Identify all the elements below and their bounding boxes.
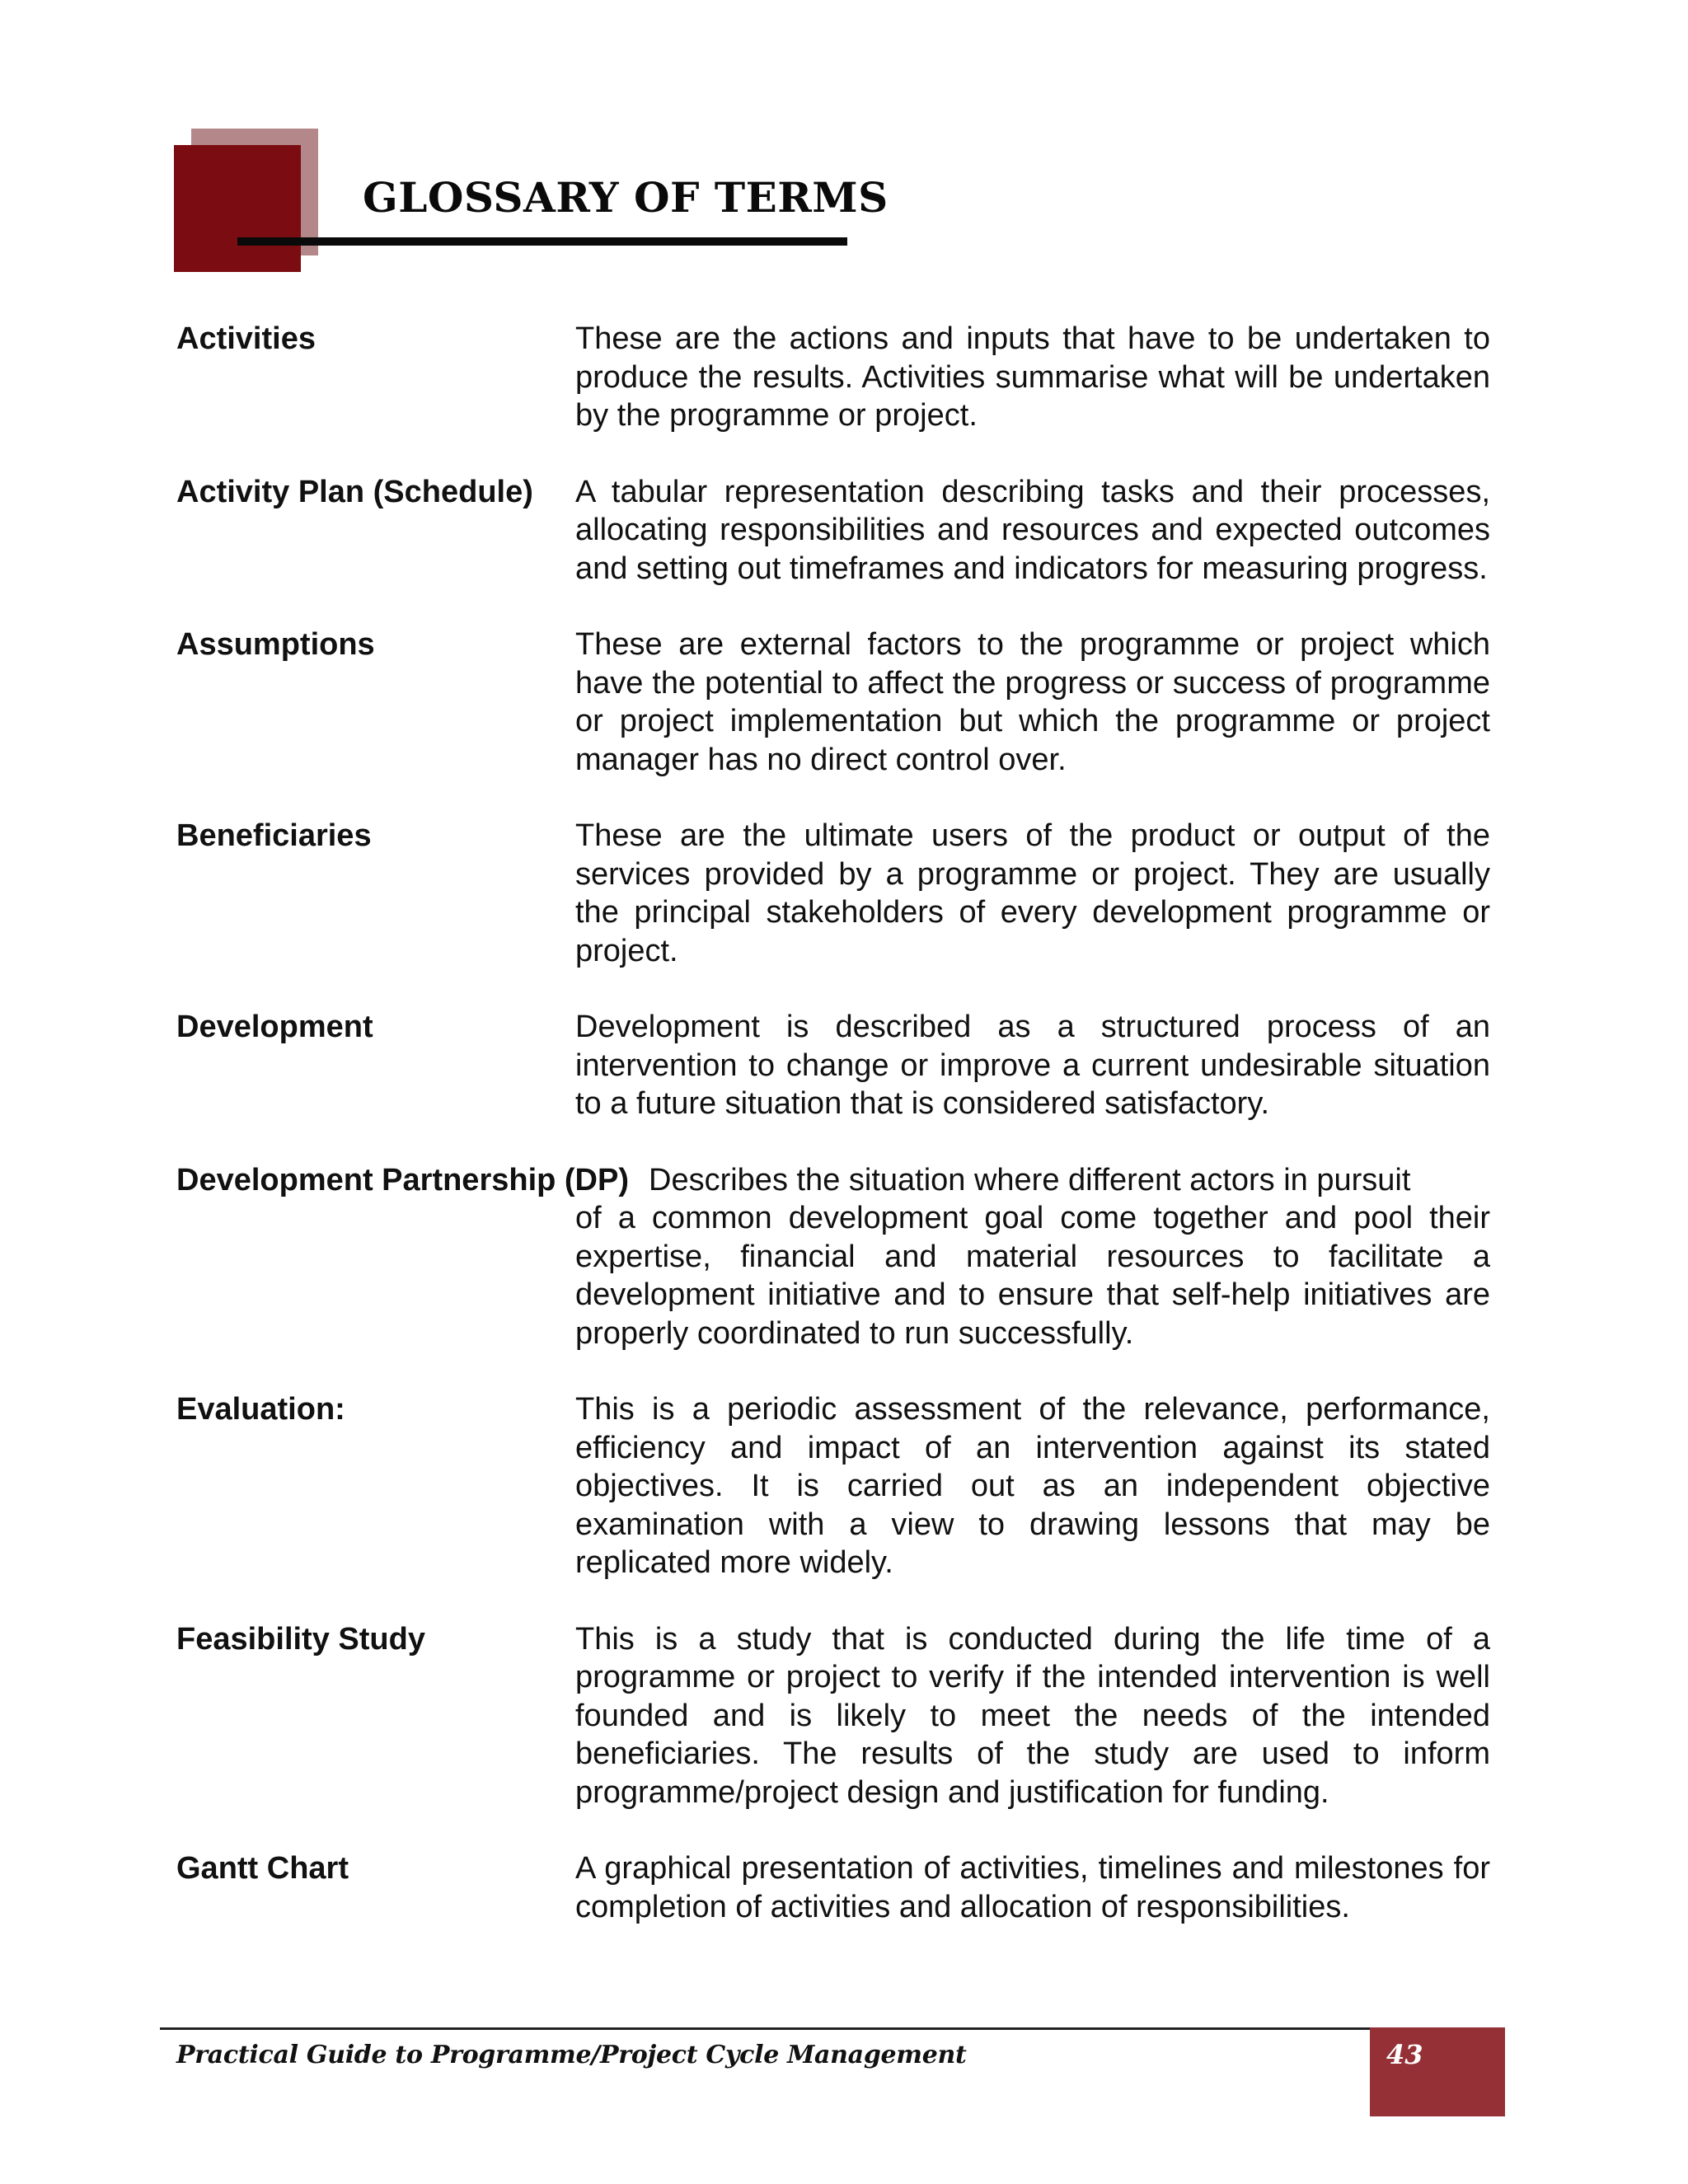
page-number-box (1370, 2027, 1505, 2116)
glossary-definition: These are the ultimate users of the product or output of the services provided by a programme or project. They are usually the principal stakeholders of every development programme or project. (575, 818, 1490, 968)
glossary-term: Evaluation: (176, 1392, 345, 1427)
glossary-term: Assumptions (176, 627, 375, 662)
glossary-definition: Development is described as a structured process of an intervention to change or improve a current undesirable situation to a future situation that is considered satisfactory. (575, 1010, 1490, 1121)
glossary-definition: These are external factors to the programme or project which have the potential to affect the progress or success of programme or project implementation but which the programme or project manager has no direct control over. (575, 627, 1490, 777)
glossary-definition: These are the actions and inputs that have to be undertaken to produce the results. Activities summarise what will be undertaken by the programme or project. (575, 321, 1490, 433)
glossary-term: Feasibility Study (176, 1621, 425, 1657)
glossary-definition: of a common development goal come together and pool their expertise, financial and material resources to facilitate a development initiative and to ensure that self-help initiatives are properly coordinated to run successfully. (575, 1201, 1490, 1351)
glossary-entry (176, 1390, 1490, 1582)
title-underline (237, 237, 847, 246)
page-title: GLOSSARY OF TERMS (363, 173, 889, 222)
glossary-entry (176, 1849, 1490, 1926)
glossary-entry (176, 1008, 1490, 1123)
glossary-list (176, 320, 1490, 1964)
footer-rule (160, 2027, 1503, 2030)
glossary-entry (176, 1620, 1490, 1812)
glossary-entry (176, 1161, 1490, 1353)
glossary-term: Development Partnership (DP) (176, 1162, 629, 1197)
glossary-term: Activities (176, 321, 316, 356)
glossary-term: Beneficiaries (176, 818, 372, 853)
footer-title: Practical Guide to Programme/Project Cycle Management (176, 2041, 967, 2069)
header-decoration-front-square (174, 145, 301, 272)
page-number: 43 (1386, 2039, 1423, 2070)
glossary-entry (176, 626, 1490, 779)
glossary-entry (176, 320, 1490, 435)
glossary-first-line (176, 1161, 1490, 1200)
glossary-definition-first: Describes the situation where different actors in pursuit (649, 1162, 1411, 1197)
glossary-definition: A graphical presentation of activities, timelines and milestones for completion of activities and allocation of responsibilities. (575, 1851, 1490, 1924)
glossary-definition: A tabular representation describing tasks and their processes, allocating responsibilities and resources and expected outcomes and setting out timeframes and indicators for measuring progress. (575, 474, 1490, 586)
glossary-definition: This is a study that is conducted during the life time of a programme or project to verify if the intended intervention is well founded and is likely to meet the needs of the intended beneficiaries. The results of the study are used to inform programme/project design and justification for funding. (575, 1621, 1490, 1810)
glossary-entry (176, 473, 1490, 588)
glossary-term: Development (176, 1010, 373, 1044)
glossary-definition: This is a periodic assessment of the relevance, performance, efficiency and impact of an intervention against its stated objectives. It is carried out as an independent objective examination with a view to drawing lessons that may be replicated more widely. (575, 1392, 1490, 1580)
glossary-term: Gantt Chart (176, 1851, 349, 1886)
glossary-term: Activity Plan (Schedule) (176, 474, 533, 509)
glossary-entry (176, 817, 1490, 970)
